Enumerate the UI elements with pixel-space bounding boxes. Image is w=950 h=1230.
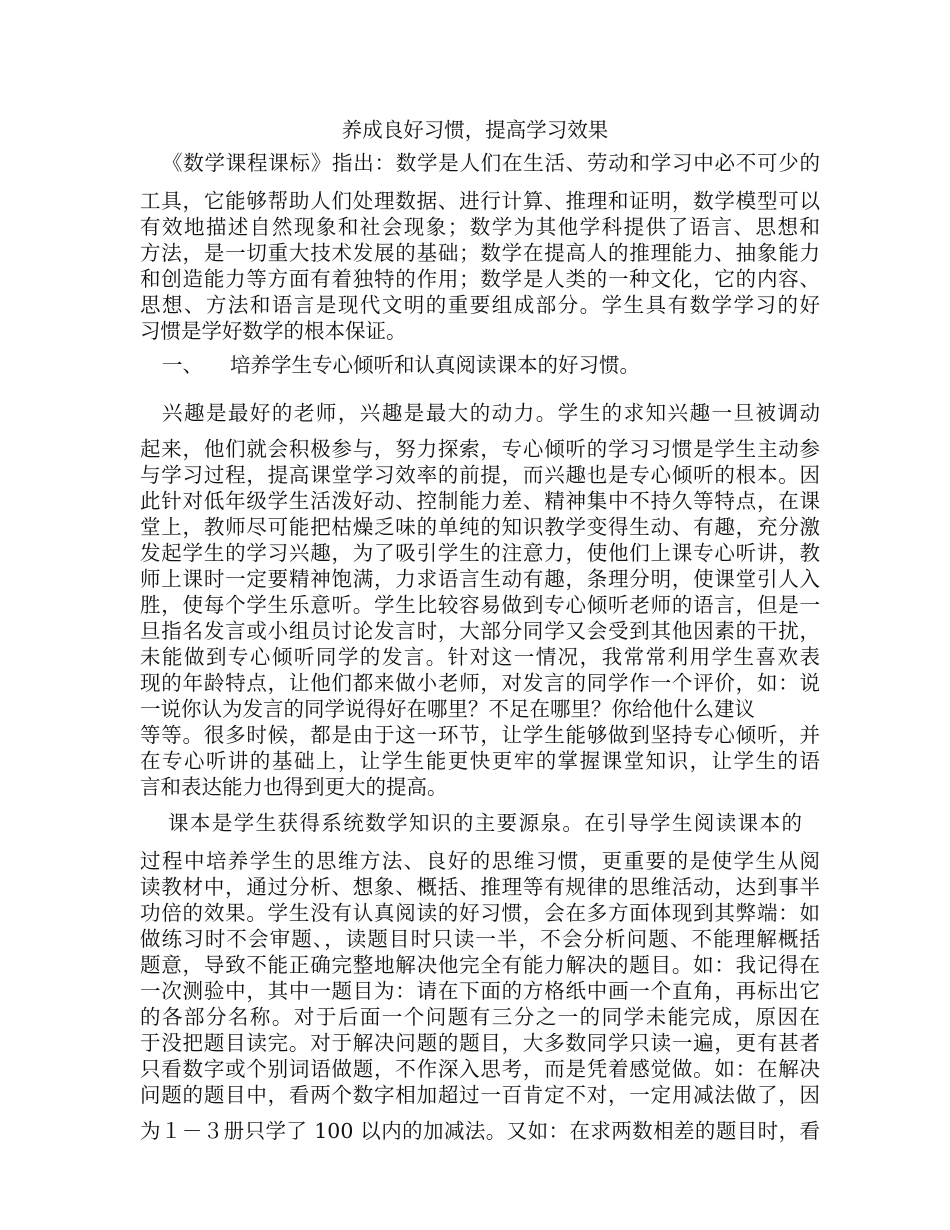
intro-line: 思想、方法和语言是现代文明的重要组成部分。学生具有数学学习的好 [140,293,820,317]
para1-line: 堂上，教师尽可能把枯燥乏味的单纯的知识教学变得生动、有趣，充分激 [140,515,820,539]
para2-line: 的各部分名称。对于后面一个问题有三分之一的同学未能完成，原因在 [140,1005,820,1029]
para2-line: 过程中培养学生的思维方法、良好的思维习惯，更重要的是使学生从阅 [140,849,820,873]
para1-line: 现的年龄特点，让他们都来做小老师，对发言的同学作一个评价，如：说 [140,671,820,695]
section-number: 一、 [162,353,203,377]
para2-line: 问题的题目中，看两个数字相加超过一百肯定不对，一定用减法做了，因 [140,1083,820,1107]
para1-line: 未能做到专心倾听同学的发言。针对这一情况，我常常利用学生喜欢表 [140,645,820,669]
intro-line: 《数学课程课标》指出：数学是人们在生活、劳动和学习中必不可少的 [162,151,820,175]
section-heading-text: 培养学生专心倾听和认真阅读课本的好习惯。 [230,353,640,377]
para1-line: 师上课时一定要精神饱满，力求语言生动有趣，条理分明，使课堂引人入 [140,567,820,591]
para1-line: 与学习过程，提高课堂学习效率的前提，而兴趣也是专心倾听的根本。因 [140,463,820,487]
para2-line: 课本是学生获得系统数学知识的主要源泉。在引导学生阅读课本的 [168,811,802,835]
intro-line: 方法，是一切重大技术发展的基础；数学在提高人的推理能力、抽象能力 [140,241,820,265]
para2-line: 功倍的效果。学生没有认真阅读的好习惯，会在多方面体现到其弊端：如 [140,901,820,925]
para2-line: 只看数字或个别词语做题，不作深入思考，而是凭着感觉做。如：在解决 [140,1057,820,1081]
para1-line: 兴趣是最好的老师，兴趣是最大的动力。学生的求知兴趣一旦被调动 [162,401,820,425]
para1-line: 起来，他们就会积极参与，努力探索，专心倾听的学习习惯是学生主动参 [140,437,820,461]
para1-line: 在专心听讲的基础上，让学生能更快更牢的掌握课堂知识，让学生的语 [140,749,820,773]
para1-line: 胜，使每个学生乐意听。学生比较容易做到专心倾听老师的语言，但是一 [140,593,820,617]
para1-line: 言和表达能力也得到更大的提高。 [140,775,448,799]
para2-line: 读教材中，通过分析、想象、概括、推理等有规律的思维活动，达到事半 [140,875,820,899]
intro-line: 有效地描述自然现象和社会现象；数学为其他学科提供了语言、思想和 [140,215,820,239]
intro-line: 习惯是学好数学的根本保证。 [140,319,407,343]
section-heading [162,352,802,378]
para1-line: 等等。很多时候，都是由于这一环节，让学生能够做到坚持专心倾听，并 [140,723,820,747]
para1-line: 此针对低年级学生活泼好动、控制能力差、精神集中不持久等特点，在课 [140,489,820,513]
intro-line: 工具，它能够帮助人们处理数据、进行计算、推理和证明，数学模型可以 [140,189,820,213]
para2-line: 为１－３册只学了 100 以内的加减法。又如：在求两数相差的题目时，看 [140,1119,820,1143]
para2-line: 一次测验中，其中一题目为：请在下面的方格纸中画一个直角，再标出它 [140,979,820,1003]
para2-line: 于没把题目读完。对于解决问题的题目，大多数同学只读一遍，更有甚者 [140,1031,820,1055]
para2-line: 题意，导致不能正确完整地解决他完全有能力解决的题目。如：我记得在 [140,953,820,977]
document-title: 养成良好习惯，提高学习效果 [341,118,609,142]
intro-line: 和创造能力等方面有着独特的作用；数学是人类的一种文化，它的内容、 [140,267,820,291]
para1-line: 一说你认为发言的同学说得好在哪里？不足在哪里？你给他什么建议 [140,697,755,721]
para1-line: 旦指名发言或小组员讨论发言时，大部分同学又会受到其他因素的干扰， [140,619,820,643]
para1-line: 发起学生的学习兴趣，为了吸引学生的注意力，使他们上课专心听讲，教 [140,541,820,565]
para2-line: 做练习时不会审题、，读题目时只读一半，不会分析问题、不能理解概括 [140,927,820,951]
